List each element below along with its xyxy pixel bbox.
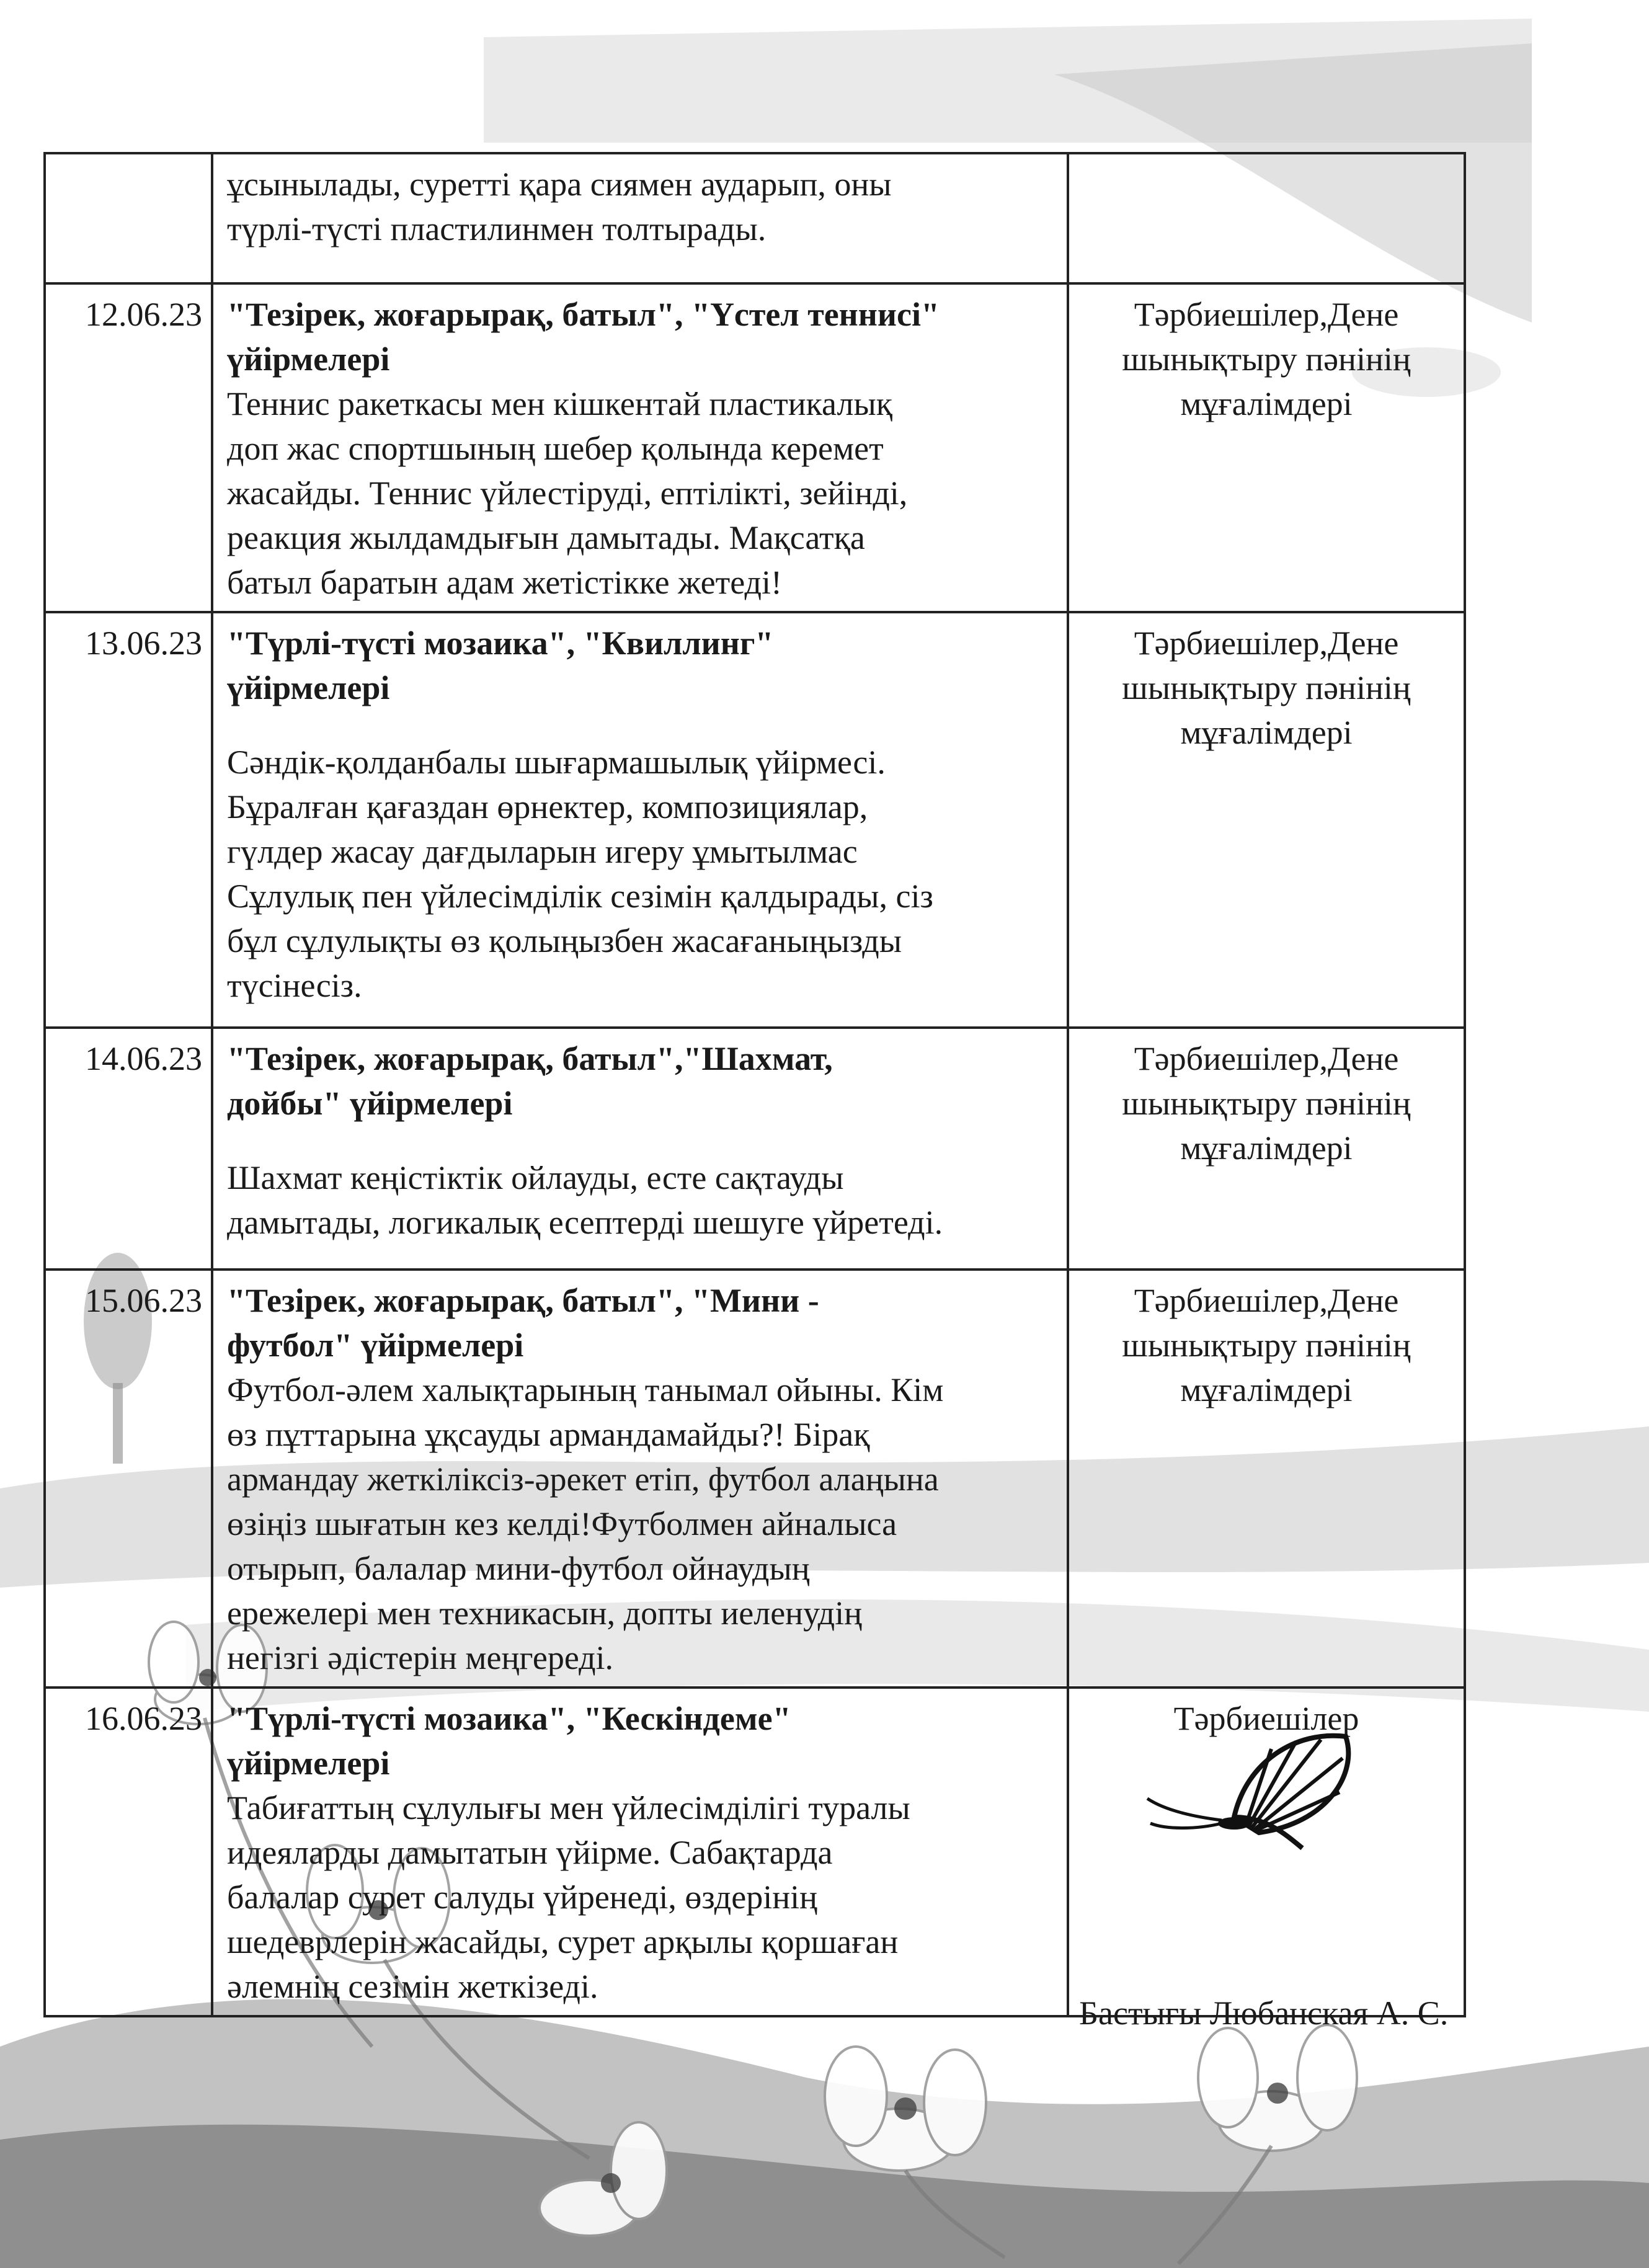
row-title <box>227 292 1053 381</box>
row-responsible <box>1068 1028 1465 1270</box>
table-row <box>45 283 1465 612</box>
table-row <box>45 1270 1465 1688</box>
row-responsible <box>1068 1270 1465 1688</box>
desc-line: бұл сұлулықты өз қолыңызбен жасағаныңызды <box>227 922 902 959</box>
desc-line: армандау жеткіліксіз-әрекет етіп, футбол алаңына <box>227 1461 939 1498</box>
responsible-line: мұғалімдері <box>1180 714 1353 751</box>
title-line: үйірмелері <box>227 1745 390 1782</box>
row-date: 15.06.23 <box>45 1270 212 1688</box>
signature-line: Бастығы Любанская А. С. <box>1079 1995 1449 2032</box>
title-line: "Түрлі-түсті мозаика", "Кескіндеме" <box>227 1700 791 1737</box>
desc-line: өз пұттарына ұқсауды армандамайды?! Бірақ <box>227 1416 870 1453</box>
desc-line: Сұлулық пен үйлесімділік сезімін қалдырады, сіз <box>227 878 933 915</box>
desc-line: ұсынылады, суретті қара сиямен аударып, оны <box>227 166 892 203</box>
desc-line: батыл баратын адам жетістікке жетеді! <box>227 564 782 601</box>
desc-line: Сәндік-қолданбалы шығармашылық үйірмесі. <box>227 744 886 781</box>
row-date: 12.06.23 <box>45 283 212 612</box>
table-row <box>45 1028 1465 1270</box>
title-line: "Түрлі-түсті мозаика", "Квиллинг" <box>227 625 774 662</box>
responsible-line: Тәрбиешілер,Дене <box>1134 1282 1399 1319</box>
row-responsible <box>1068 283 1465 612</box>
row-title <box>227 621 1053 710</box>
title-line: үйірмелері <box>227 340 390 378</box>
desc-line: реакция жылдамдығын дамытады. Мақсатқа <box>227 519 865 556</box>
desc-line: Табиғаттың сұлулығы мен үйлесімділігі туралы <box>227 1789 910 1826</box>
title-line: үйірмелері <box>227 669 390 706</box>
row-date: 16.06.23 <box>45 1688 212 2016</box>
desc-line: негізгі әдістерін меңгереді. <box>227 1639 614 1676</box>
desc-line: шедеврлерін жасайды, сурет арқылы қоршаған <box>227 1923 899 1960</box>
desc-line: идеяларды дамытатын үйірме. Сабақтарда <box>227 1834 833 1871</box>
responsible-line: мұғалімдері <box>1180 385 1353 422</box>
row-responsible <box>1068 153 1465 283</box>
desc-line: Футбол-әлем халықтарының танымал ойыны. Кім <box>227 1371 944 1408</box>
desc-line: доп жас спортшының шебер қолында керемет <box>227 430 884 467</box>
spacer <box>227 710 1053 740</box>
responsible-line: Тәрбиешілер,Дене <box>1134 296 1399 333</box>
desc-line: өзіңіз шығатын кез келді!Футболмен айналыса <box>227 1505 897 1542</box>
row-content <box>212 1028 1068 1270</box>
table-row <box>45 612 1465 1028</box>
responsible-line: шынықтыру пәнінің <box>1122 340 1411 378</box>
responsible-line: шынықтыру пәнінің <box>1122 669 1411 706</box>
table-row <box>45 153 1465 283</box>
spacer <box>227 1126 1053 1155</box>
desc-line: дамытады, логикалық есептерді шешуге үйретеді. <box>227 1204 943 1241</box>
row-date <box>45 153 212 283</box>
desc-line: Теннис ракеткасы мен кішкентай пластикалық <box>227 385 892 422</box>
responsible-line: Тәрбиешілер <box>1173 1700 1359 1737</box>
row-content <box>212 1688 1068 2016</box>
title-line: "Тезірек, жоғарырақ, батыл", "Үстел теннисі" <box>227 296 940 333</box>
responsible-line: шынықтыру пәнінің <box>1122 1327 1411 1364</box>
title-line: дойбы" үйірмелері <box>227 1085 513 1122</box>
responsible-line: мұғалімдері <box>1180 1371 1353 1408</box>
row-content <box>212 612 1068 1028</box>
row-date: 13.06.23 <box>45 612 212 1028</box>
desc-line: түсінесіз. <box>227 967 362 1004</box>
responsible-line: Тәрбиешілер,Дене <box>1134 1040 1399 1077</box>
desc-line: ережелері мен техникасын, допты иеленудің <box>227 1594 863 1632</box>
responsible-line: Тәрбиешілер,Дене <box>1134 625 1399 662</box>
row-content <box>212 1270 1068 1688</box>
responsible-line: шынықтыру пәнінің <box>1122 1085 1411 1122</box>
desc-line: Бұралған қағаздан өрнектер, композициялар, <box>227 788 868 825</box>
desc-line: әлемнің сезімін жеткізеді. <box>227 1968 598 2005</box>
title-line: "Тезірек, жоғарырақ, батыл", "Мини - <box>227 1282 819 1319</box>
title-line: "Тезірек, жоғарырақ, батыл","Шахмат, <box>227 1040 833 1077</box>
row-title <box>227 1696 1053 1785</box>
desc-line: түрлі-түсті пластилинмен толтырады. <box>227 210 767 247</box>
row-content <box>212 283 1068 612</box>
butterfly-icon <box>1141 1724 1364 1854</box>
desc-line: жасайды. Теннис үйлестіруді, ептілікті, зейінді, <box>227 474 908 512</box>
row-date: 14.06.23 <box>45 1028 212 1270</box>
row-title <box>227 1278 1053 1367</box>
desc-line: балалар сурет салуды үйренеді, өздерінің <box>227 1879 818 1916</box>
desc-line: отырып, балалар мини-футбол ойнаудың <box>227 1550 810 1587</box>
desc-line: гүлдер жасау дағдыларын игеру ұмытылмас <box>227 833 858 870</box>
row-content <box>212 153 1068 283</box>
desc-line: Шахмат кеңістіктік ойлауды, есте сақтауды <box>227 1159 844 1196</box>
title-line: футбол" үйірмелері <box>227 1327 524 1364</box>
row-title <box>227 1036 1053 1126</box>
row-responsible <box>1068 612 1465 1028</box>
responsible-line: мұғалімдері <box>1180 1129 1353 1167</box>
